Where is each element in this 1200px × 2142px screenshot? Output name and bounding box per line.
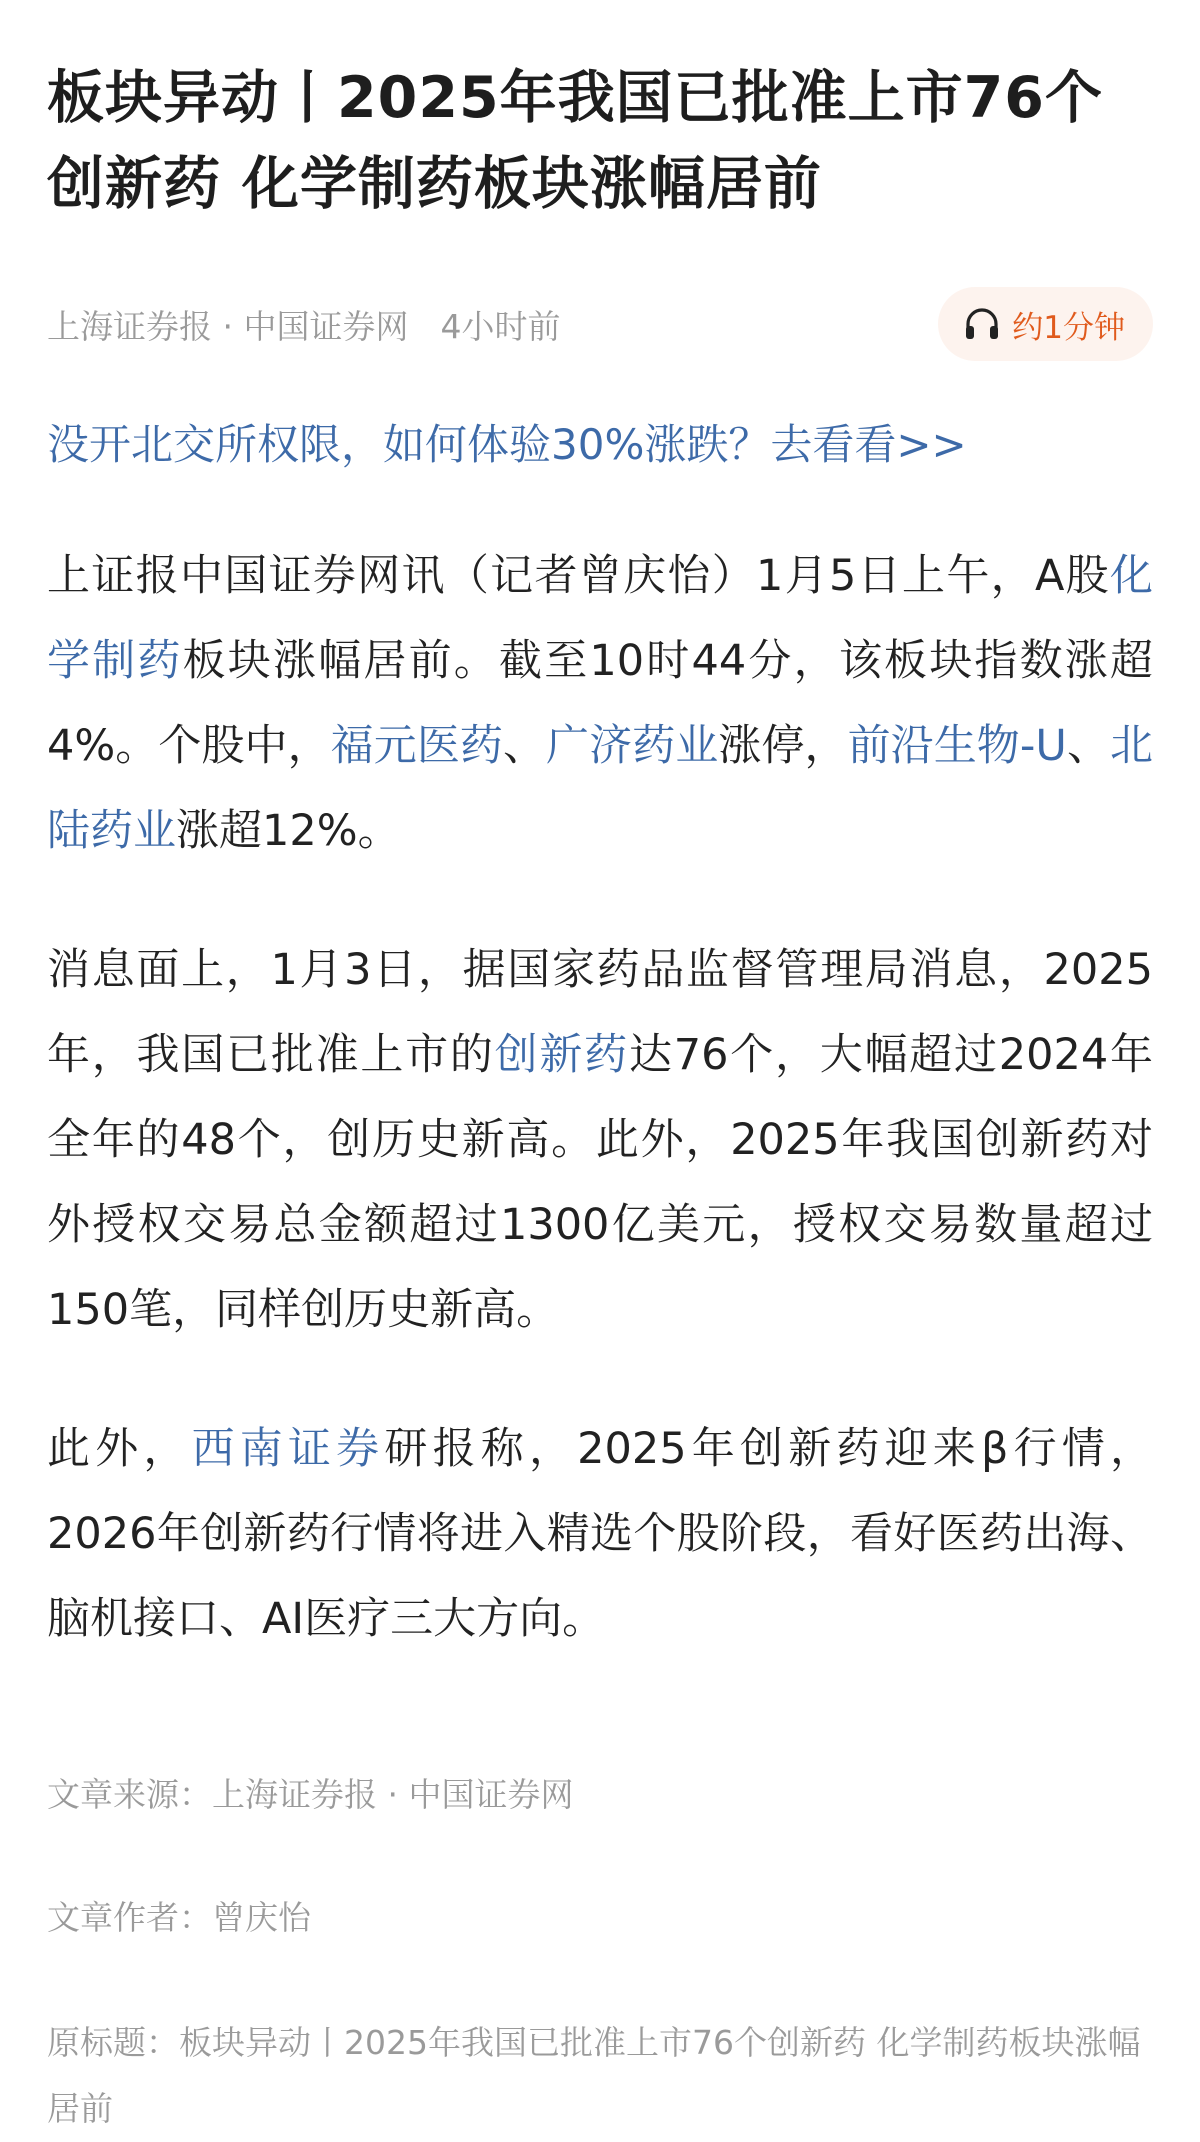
text: 涨停，	[718, 721, 848, 771]
promo-link[interactable]: 没开北交所权限，如何体验30%涨跌？去看看>>	[47, 420, 967, 469]
text: 上证报中国证券网讯（记者曾庆怡）1月5日上午，A股	[47, 551, 1110, 601]
topic-link-innovative-drug[interactable]: 创新药	[494, 1030, 629, 1080]
text: 达76个，大幅超过2024年全年的48个，创历史新高。此外，2025年我国创新药对外授权交易总金额超过1300亿美元，授权交易数量超过150笔，同样创历史新高。	[47, 1030, 1153, 1335]
text: 、	[1066, 721, 1111, 771]
listen-duration: 约1分钟	[1012, 309, 1125, 346]
text: 此外，	[47, 1424, 192, 1474]
stock-link-xinan[interactable]: 西南证券	[191, 1424, 385, 1474]
text: 板块涨幅居前。截至10时44分，该板块指数涨超4%。个股中，	[47, 636, 1154, 771]
article-title: 板块异动丨2025年我国已批准上市76个创新药 化学制药板块涨幅居前	[47, 65, 1103, 217]
article-body	[47, 534, 1153, 1716]
stock-link-beilu[interactable]: 北陆药业	[47, 721, 1154, 856]
article-source: 上海证券报 · 中国证券网	[47, 306, 409, 346]
text: 涨超12%。	[176, 806, 401, 856]
footer-author: 文章作者：曾庆怡	[47, 1898, 311, 1937]
paragraph-1	[47, 534, 1153, 874]
stock-link-fuyuan[interactable]: 福元医药	[330, 721, 503, 771]
article-meta	[47, 283, 1153, 365]
paragraph-2	[47, 928, 1153, 1353]
stock-link-chemical-pharma[interactable]: 化学制药	[47, 551, 1153, 686]
headphones-icon	[962, 304, 1002, 344]
stock-link-guangji[interactable]: 广济药业	[546, 721, 719, 771]
footer-original-title: 原标题：板块异动丨2025年我国已批准上市76个创新药 化学制药板块涨幅居前	[47, 2023, 1141, 2128]
listen-button[interactable]	[938, 287, 1153, 361]
footer-source: 文章来源：上海证券报 · 中国证券网	[47, 1775, 574, 1814]
meta-info	[47, 301, 560, 348]
paragraph-3	[47, 1407, 1153, 1662]
text: 、	[502, 721, 547, 771]
stock-link-qianyan[interactable]: 前沿生物-U	[847, 721, 1067, 771]
publish-time: 4小时前	[440, 306, 561, 346]
text: 研报称，2025年创新药迎来β行情，2026年创新药行情将进入精选个股阶段，看好医药出海、脑机接口、AI医疗三大方向。	[47, 1424, 1154, 1644]
text: 消息面上，1月3日，据国家药品监督管理局消息，2025年，我国已批准上市的	[47, 945, 1153, 1080]
